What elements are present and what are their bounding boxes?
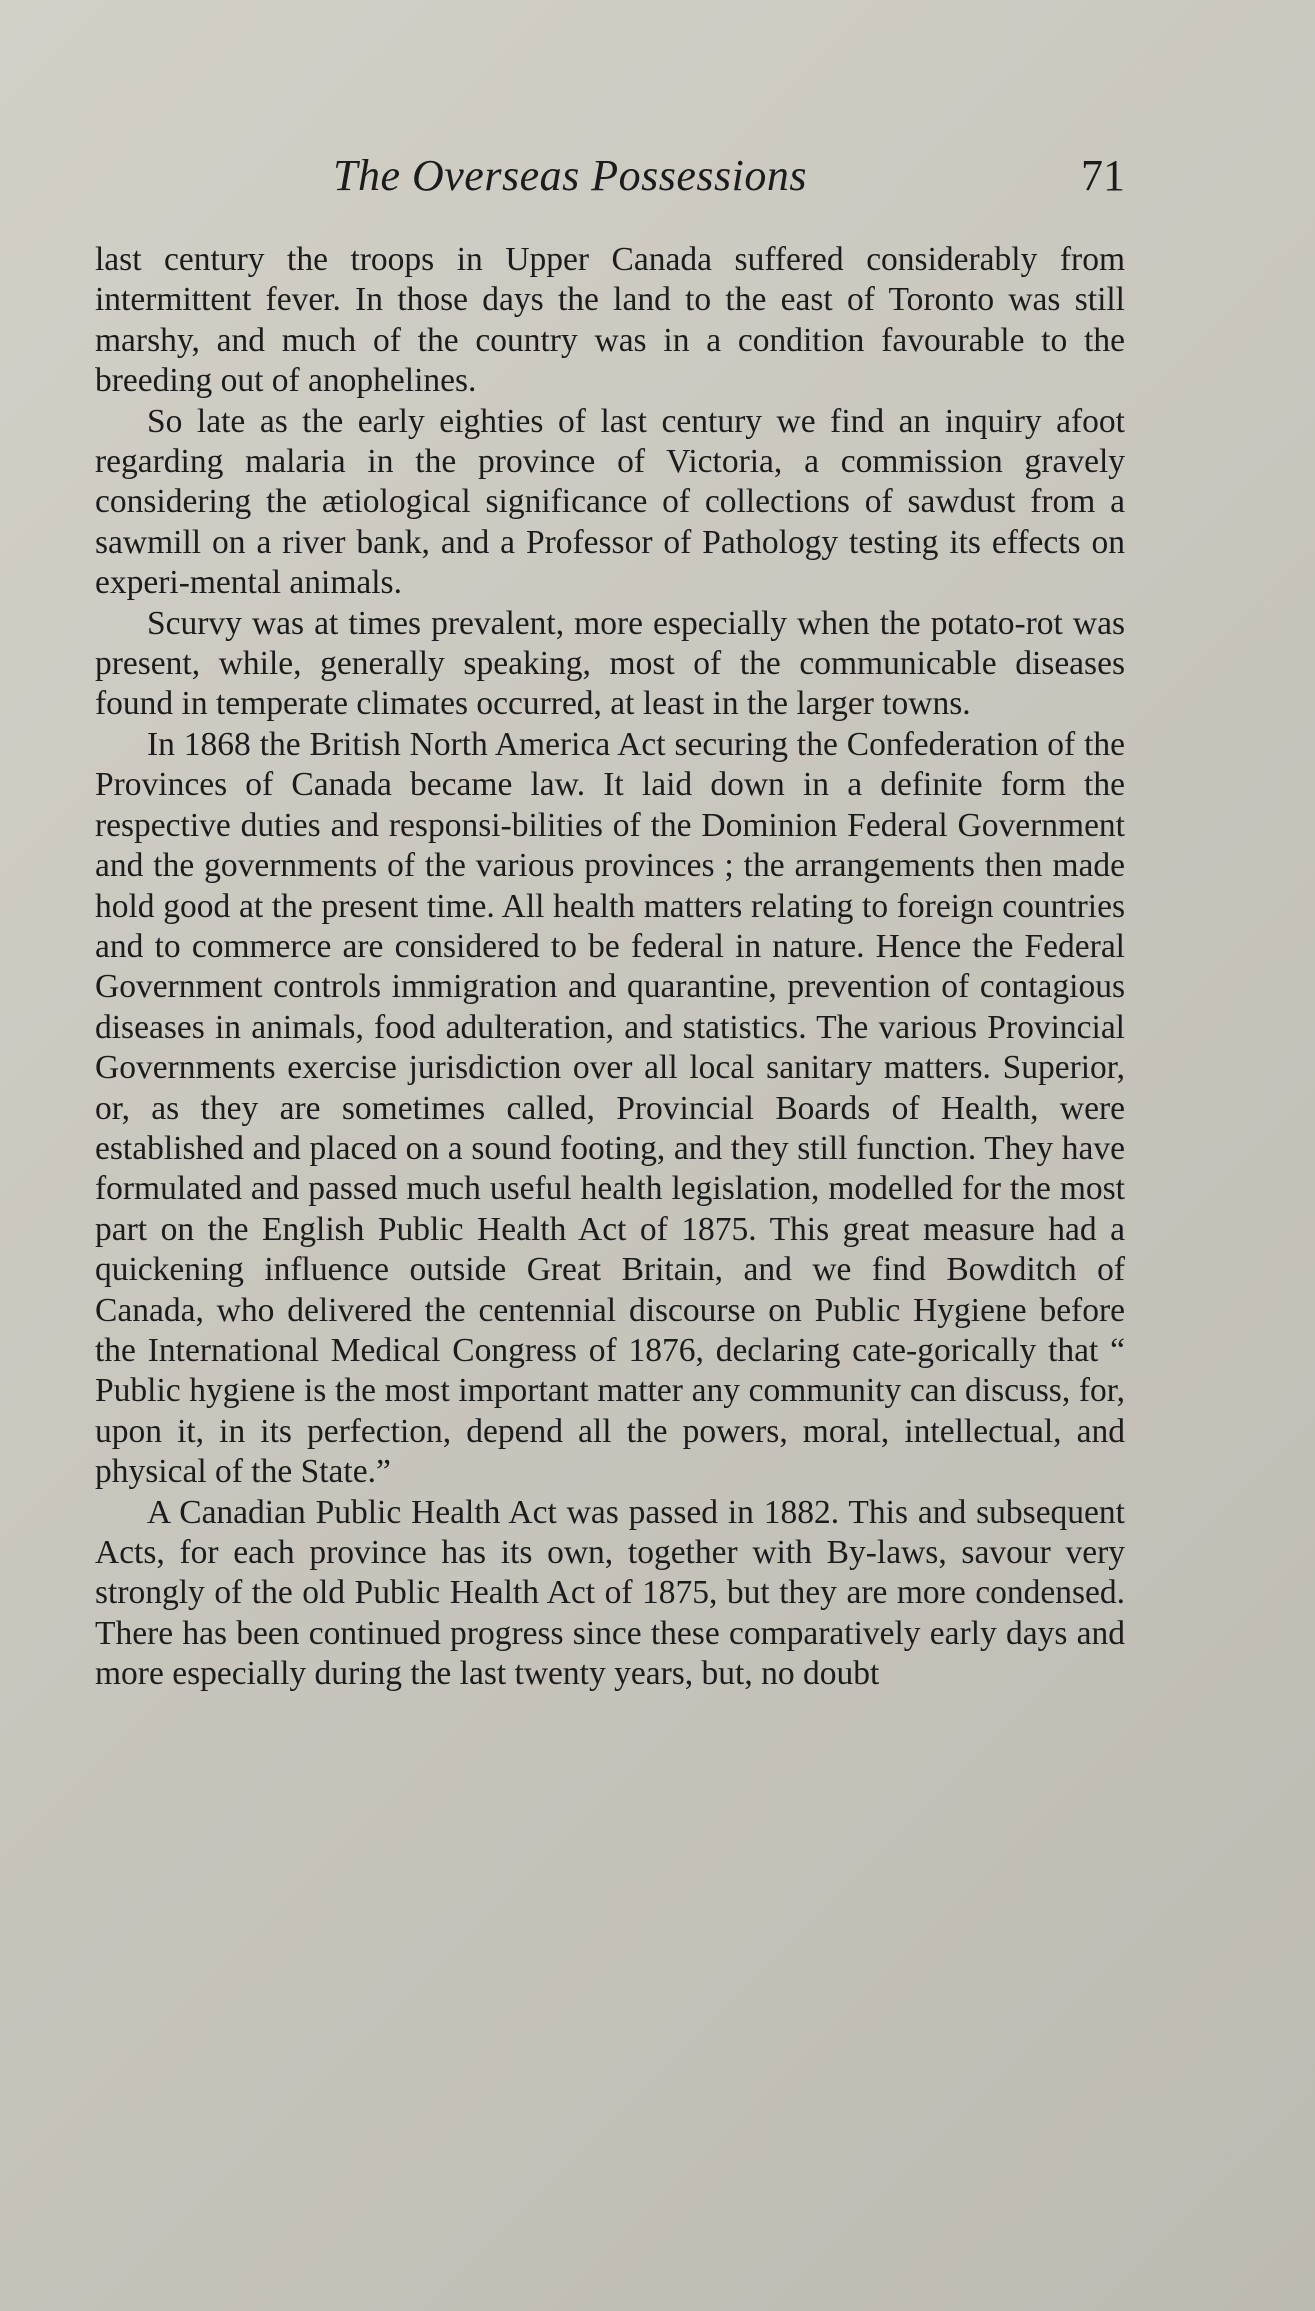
running-title: The Overseas Possessions [333,151,807,200]
page-number: 71 [1081,151,1125,200]
book-page [95,150,1125,1695]
body-text [95,240,1125,1695]
paragraph-3: Scurvy was at times prevalent, more especially when the potato-rot was present, while, generally speaking, most of the communicable diseases found in temperate climates occurred, at least in the larger towns. [95,604,1125,723]
running-head [95,150,1125,210]
paragraph-4: In 1868 the British North America Act securing the Confederation of the Provinces of Canada became law. It laid down in a definite form the respective duties and responsi-bilities of the Dominion Federal Government and the governments of the various provinces ; the arrangements then made hold good at the present time. All health matters relating to foreign countries and to commerce are considered to be federal in nature. Hence the Federal Government controls immigration and quarantine, prevention of contagious diseases in animals, food adulteration, and statistics. The various Provincial Governments exercise jurisdiction over all local sanitary matters. Superior, or, as they are sometimes called, Provincial Boards of Health, were established and placed on a sound footing, and they still function. They have formulated and passed much useful health legislation, modelled for the most part on the English Public Health Act of 1875. This great measure had a quickening influence outside Great Britain, and we find Bowditch of Canada, who delivered the centennial discourse on Public Hygiene before the International Medical Congress of 1876, declaring cate-gorically that “ Public hygiene is the most important matter any community can discuss, for, upon it, in its perfection, depend all the powers, moral, intellectual, and physical of the State.” [95,725,1125,1491]
paragraph-5: A Canadian Public Health Act was passed in 1882. This and subsequent Acts, for each province has its own, together with By-laws, savour very strongly of the old Public Health Act of 1875, but they are more condensed. There has been continued progress since these comparatively early days and more especially during the last twenty years, but, no doubt [95,1493,1125,1693]
paragraph-2: So late as the early eighties of last century we find an inquiry afoot regarding malaria in the province of Victoria, a commission gravely considering the ætiological significance of collections of sawdust from a sawmill on a river bank, and a Professor of Pathology testing its effects on experi-mental animals. [95,402,1125,602]
paragraph-1: last century the troops in Upper Canada suffered considerably from intermittent fever. In those days the land to the east of Toronto was still marshy, and much of the country was in a condition favourable to the breeding out of anophelines. [95,241,1125,400]
